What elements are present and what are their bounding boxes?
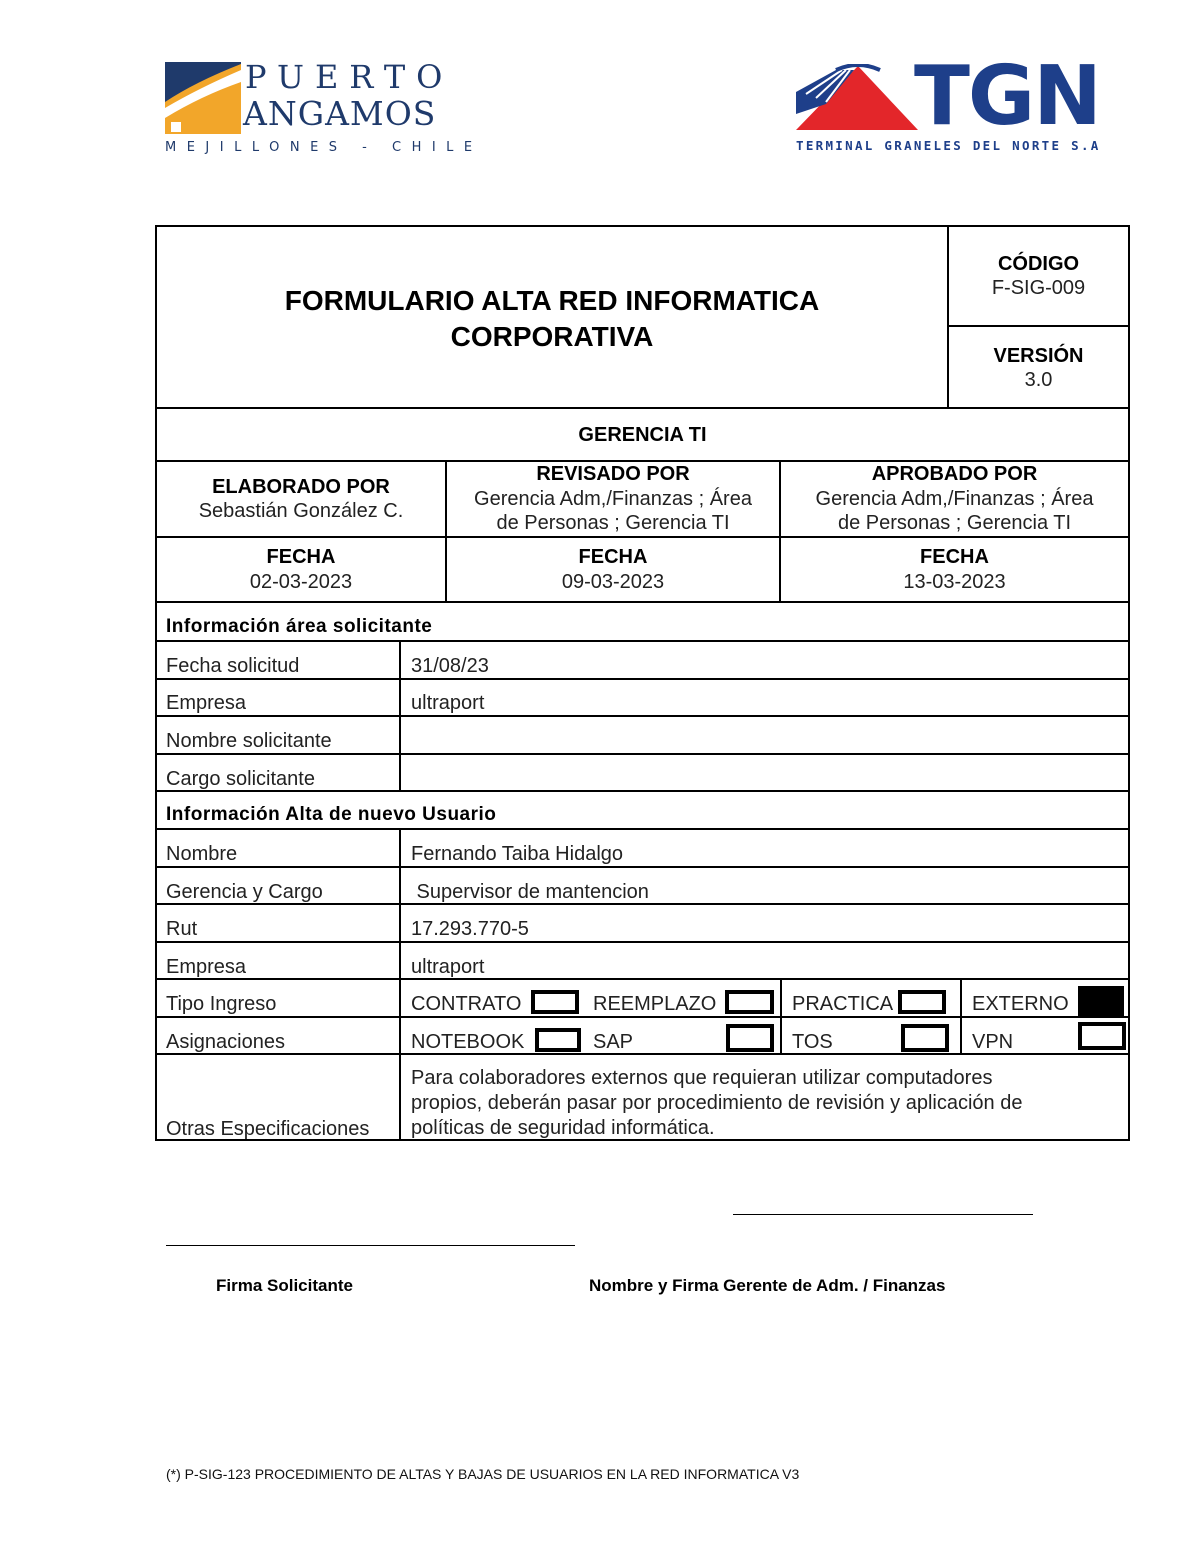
revisado-value-line2: de Personas ; Gerencia TI [496,512,730,534]
puerto-angamos-logo [165,58,483,160]
fecha-value-1: 02-03-2023 [249,571,353,593]
value-rut[interactable]: 17.293.770-5 [411,918,529,940]
form-title-line1: FORMULARIO ALTA RED INFORMATICA [284,285,820,316]
version-value: 3.0 [1024,369,1053,391]
tgn-logo [796,49,1132,156]
footer-reference: (*) P-SIG-123 PROCEDIMIENTO DE ALTAS Y BAJAS DE USUARIOS EN LA RED INFORMATICA V3 [166,1466,800,1482]
version-label: VERSIÓN [993,345,1084,367]
checkbox-notebook[interactable] [535,1028,581,1052]
otras-text-line2: propios, deberán pasar por procedimiento de revisión y aplicación de [411,1092,1023,1114]
checkbox-vpn[interactable] [1078,1022,1126,1050]
label-cargo-solicitante: Cargo solicitante [166,768,315,790]
gerencia-title: GERENCIA TI [578,424,707,446]
section-area-solicitante: Información área solicitante [166,616,433,637]
value-nombre-solicitante[interactable] [411,729,1111,753]
value-gerencia-cargo[interactable]: Supervisor de mantencion [411,881,649,903]
signature-label-gerente: Nombre y Firma Gerente de Adm. / Finanzas [589,1276,946,1295]
otras-text-line3: políticas de seguridad informática. [411,1117,715,1139]
label-rut: Rut [166,918,198,940]
option-reemplazo-label: REEMPLAZO [593,993,717,1015]
option-tos-label: TOS [792,1031,833,1053]
option-notebook-label: NOTEBOOK [411,1031,525,1053]
codigo-label: CÓDIGO [997,253,1080,275]
option-externo-label: EXTERNO [972,993,1069,1015]
aprobado-value-line1: Gerencia Adm,/Finanzas ; Área [815,488,1094,510]
logo-subtitle: MEJILLONES - CHILE [165,140,483,155]
value-nombre[interactable]: Fernando Taiba Hidalgo [411,843,624,865]
puerto-angamos-emblem-icon [165,62,241,134]
label-gerencia-cargo: Gerencia y Cargo [166,881,323,903]
form-title-line2: CORPORATIVA [450,321,654,352]
checkbox-sap[interactable] [726,1024,774,1052]
checkbox-externo[interactable] [1078,986,1124,1016]
value-empresa-usuario[interactable]: ultraport [411,956,485,978]
label-empresa-solicitante: Empresa [166,692,247,714]
option-contrato-label: CONTRATO [411,993,522,1015]
fecha-value-2: 09-03-2023 [561,571,665,593]
checkbox-contrato[interactable] [531,990,579,1014]
codigo-value: F-SIG-009 [991,277,1086,299]
elaborado-value: Sebastián González C. [198,500,404,522]
aprobado-value-line2: de Personas ; Gerencia TI [837,512,1072,534]
label-tipo-ingreso: Tipo Ingreso [166,993,277,1015]
checkbox-reemplazo[interactable] [725,990,774,1014]
checkbox-tos[interactable] [901,1024,949,1052]
label-fecha-solicitud: Fecha solicitud [166,655,300,677]
fecha-label-3: FECHA [920,546,989,568]
label-asignaciones: Asignaciones [166,1031,285,1053]
revisado-value-line1: Gerencia Adm,/Finanzas ; Área [474,488,752,510]
label-empresa-usuario: Empresa [166,956,247,978]
option-sap-label: SAP [593,1031,634,1053]
tgn-pyramid-icon [796,64,921,134]
fecha-value-3: 13-03-2023 [903,571,1006,593]
fecha-label-2: FECHA [578,546,648,568]
value-fecha-solicitud[interactable]: 31/08/23 [411,655,489,677]
section-nuevo-usuario: Información Alta de nuevo Usuario [166,804,497,825]
logo-tgn-subtitle: TERMINAL GRANELES DEL NORTE S.A [796,138,1101,153]
option-vpn-label: VPN [972,1031,1014,1053]
value-cargo-solicitante[interactable] [411,767,1111,791]
signature-line-solicitante [166,1245,575,1246]
label-nombre-solicitante: Nombre solicitante [166,730,332,752]
checkbox-practica[interactable] [898,990,946,1014]
value-empresa-solicitante[interactable]: ultraport [411,692,485,714]
revisado-label: REVISADO POR [536,463,690,485]
option-practica-label: PRACTICA [792,993,894,1015]
logo-word-tgn: TGN [914,49,1100,144]
label-nombre: Nombre [166,843,238,865]
logo-word-angamos: ANGAMOS [243,94,437,133]
signature-label-solicitante: Firma Solicitante [216,1276,353,1295]
otras-text-line1: Para colaboradores externos que requieran utilizar computadores [411,1067,993,1089]
fecha-label-1: FECHA [266,546,336,568]
elaborado-label: ELABORADO POR [212,476,390,498]
signature-line-gerente [733,1214,1033,1215]
label-otras-especificaciones: Otras Especificaciones [166,1118,370,1140]
logo-word-puerto: PUERTO [245,58,454,96]
aprobado-label: APROBADO POR [871,463,1038,485]
